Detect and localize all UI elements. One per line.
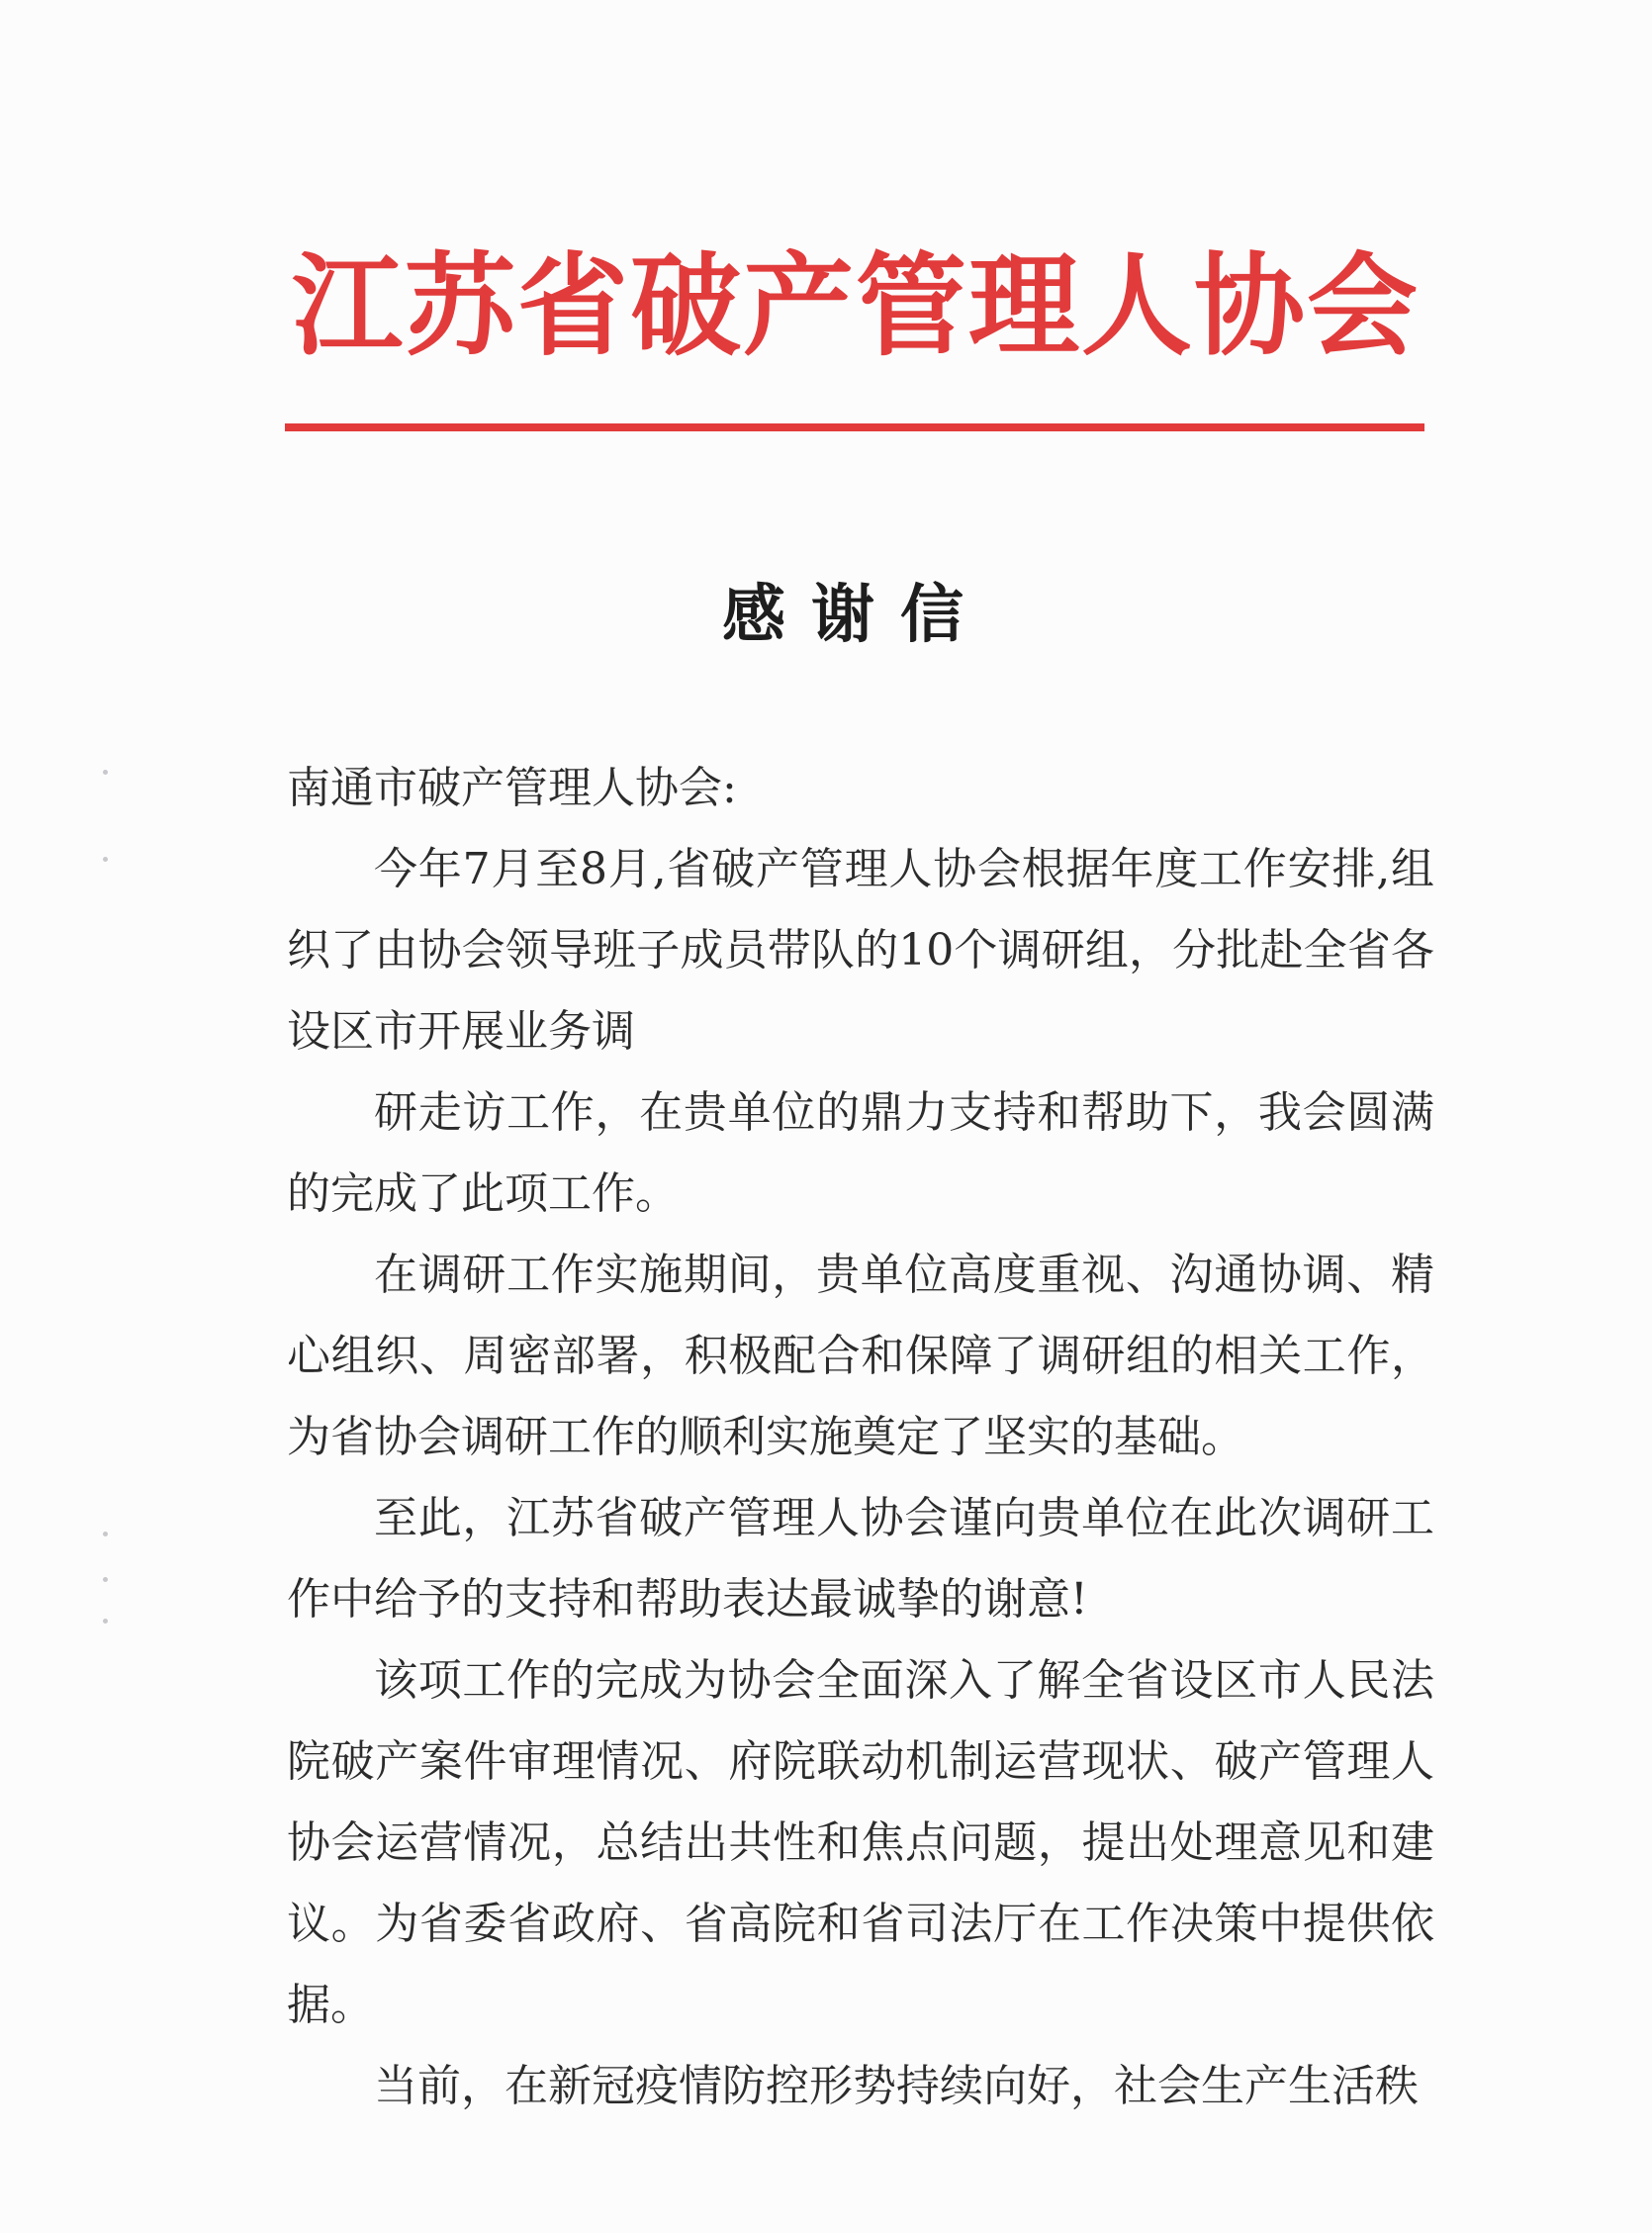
letter-salutation: 南通市破产管理人协会: bbox=[287, 763, 737, 813]
letter-paragraph: 今年7月至8月,省破产管理人协会根据年度工作安排,组织了由协会领导班子成员带队的10个调研组，分批赴全省各设区市开展业务调 bbox=[287, 844, 1434, 1057]
punch-hole-mark bbox=[103, 857, 108, 862]
punch-hole-mark bbox=[103, 1532, 108, 1536]
punch-hole-mark bbox=[103, 770, 108, 775]
letter-paragraph: 至此，江苏省破产管理人协会谨向贵单位在此次调研工作中给予的支持和帮助表达最诚挚的谢意! bbox=[287, 1493, 1434, 1625]
letter-paragraph: 在调研工作实施期间，贵单位高度重视、沟通协调、精心组织、周密部署，积极配合和保障了调研组的相关工作，为省协会调研工作的顺利实施奠定了坚实的基础。 bbox=[287, 1250, 1434, 1462]
letter-paragraph: 研走访工作，在贵单位的鼎力支持和帮助下，我会圆满的完成了此项工作。 bbox=[287, 1087, 1434, 1219]
letter-body bbox=[287, 748, 1434, 2127]
letter-paragraph: 该项工作的完成为协会全面深入了解全省设区市人民法院破产案件审理情况、府院联动机制运营现状、破产管理人协会运营情况，总结出共性和焦点问题，提出处理意见和建议。为省委省政府、省高院和省司法厅在工作决策中提供依据。 bbox=[287, 1655, 1434, 2030]
letterhead-red-rule bbox=[285, 423, 1424, 431]
punch-hole-mark bbox=[103, 1619, 108, 1624]
letter-paragraph: 当前，在新冠疫情防控形势持续向好，社会生产生活秩 bbox=[374, 2061, 1419, 2111]
letterhead-organization: 江苏省破产管理人协会 bbox=[292, 241, 1420, 371]
letter-title: 感谢信 bbox=[722, 578, 989, 652]
punch-hole-mark bbox=[103, 1577, 108, 1582]
